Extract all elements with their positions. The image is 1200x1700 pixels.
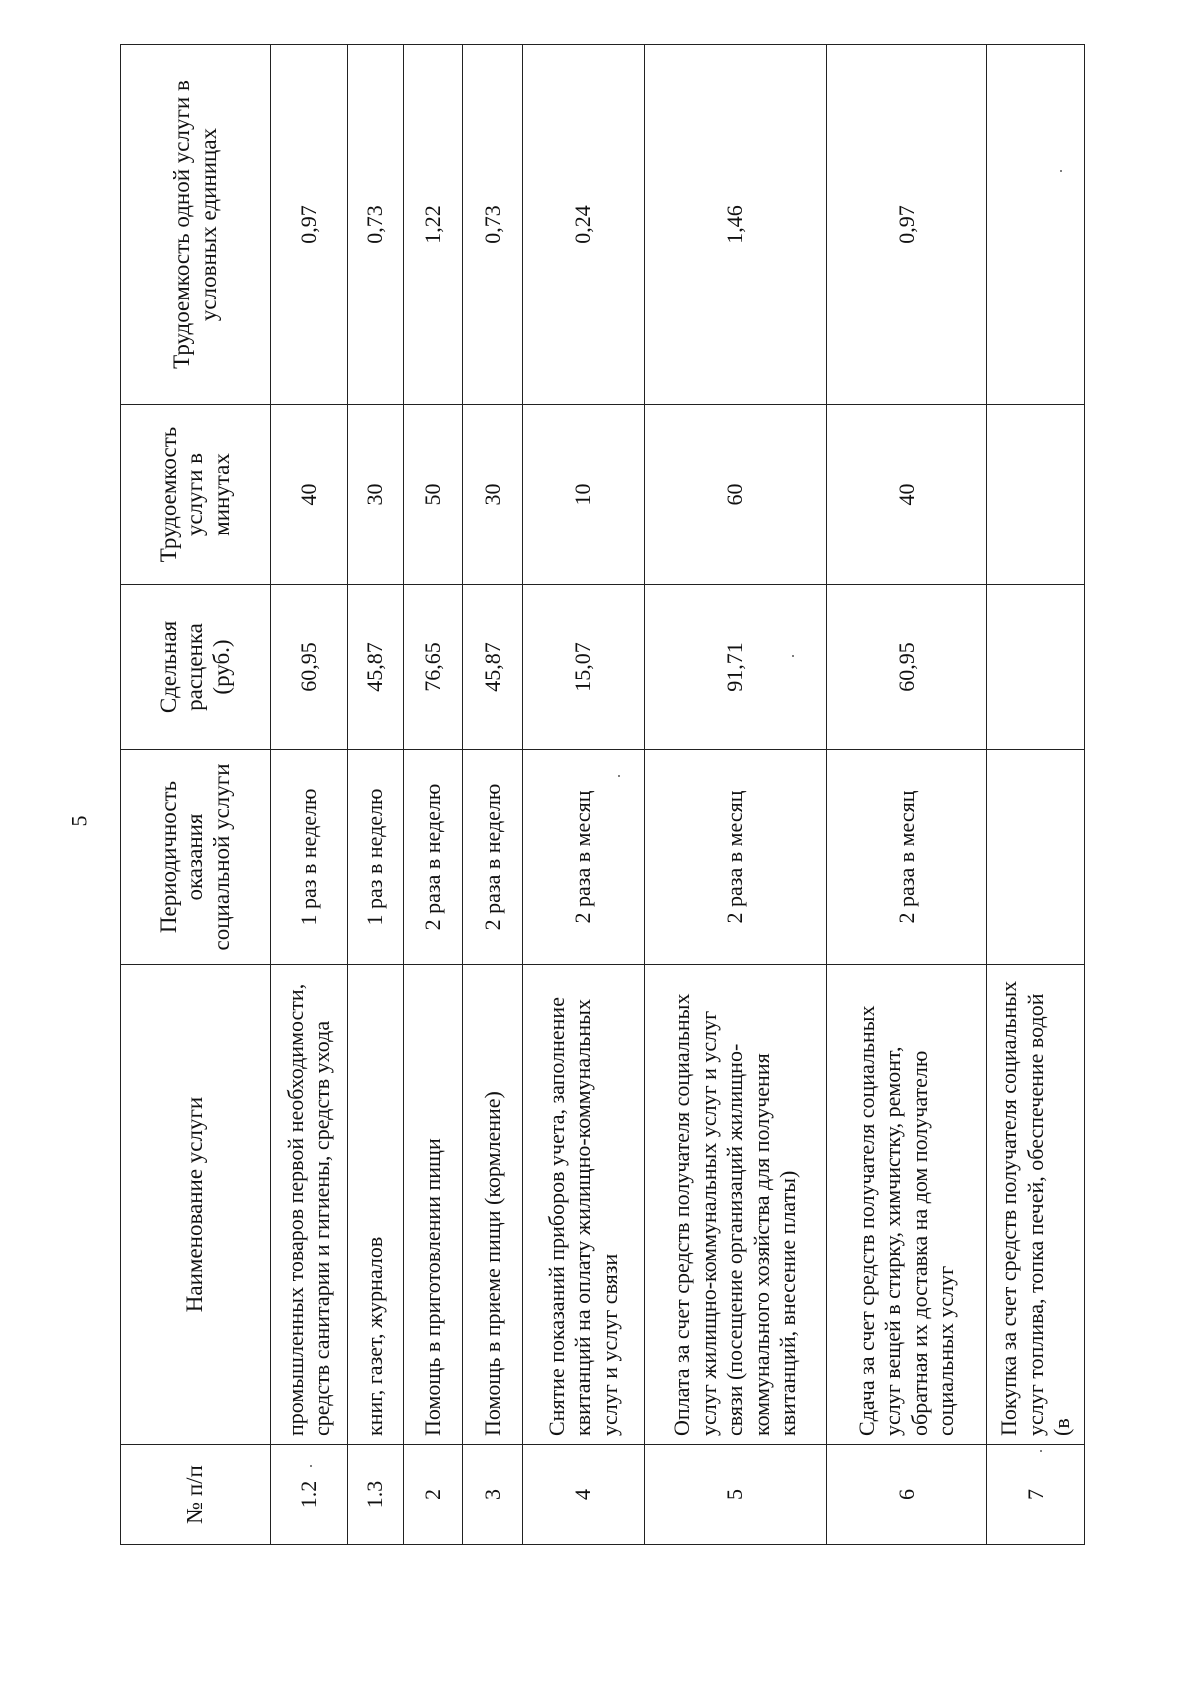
cell-num: 4 [523,1445,645,1545]
cell-name: Помощь в приеме пищи (кормление) [463,965,523,1445]
cell-units: 0,73 [463,45,523,405]
cell-period: 2 раза в месяц [644,750,826,965]
cell-units: 1,46 [644,45,826,405]
cell-minutes: 30 [463,405,523,585]
cell-rate: 60,95 [827,585,987,750]
cell-rate: 91,71 [644,585,826,750]
table-body [271,45,1085,1545]
table-row [403,45,463,1545]
scan-speck [1060,170,1062,172]
cell-period: 2 раза в месяц [827,750,987,965]
cell-period: 2 раза в неделю [403,750,463,965]
cell-period: 2 раза в неделю [463,750,523,965]
cell-minutes [987,405,1085,585]
cell-period: 1 раз в неделю [348,750,403,965]
cell-units: 0,97 [271,45,348,405]
cell-period: 2 раза в месяц [523,750,645,965]
cell-minutes: 10 [523,405,645,585]
cell-name: Помощь в приготовлении пищи [403,965,463,1445]
cell-name: Сдача за счет средств получателя социальных услуг вещей в стирку, химчистку, ремонт, обратная их доставка на дом получателю социальных услуг [827,965,987,1445]
cell-minutes: 60 [644,405,826,585]
cell-name: книг, газет, журналов [348,965,403,1445]
cell-rate: 45,87 [348,585,403,750]
header-row [121,45,271,1545]
header-name: Наименование услуги [121,965,271,1445]
header-units: Трудоемкость одной услуги в условных единицах [121,45,271,405]
table-row [463,45,523,1545]
scan-speck [792,655,794,657]
cell-units: 0,24 [523,45,645,405]
header-rate: Сдельная расценка (руб.) [121,585,271,750]
cell-rate: 60,95 [271,585,348,750]
cell-name: промышленных товаров первой необходимости, средств санитарии и гигиены, средств ухода [271,965,348,1445]
cell-rate: 15,07 [523,585,645,750]
cell-rate: 76,65 [403,585,463,750]
cell-rate: 45,87 [463,585,523,750]
cell-period: 1 раз в неделю [271,750,348,965]
cell-name: Покупка за счет средств получателя социальных услуг топлива, топка печей, обеспечение водой (в [987,965,1085,1445]
cell-name: Снятие показаний приборов учета, заполнение квитанций на оплату жилищно-коммунальных услуг и услуг связи [523,965,645,1445]
header-num: № п/п [121,1445,271,1545]
cell-rate [987,585,1085,750]
table-row [348,45,403,1545]
cell-name: Оплата за счет средств получателя социальных услуг жилищно-коммунальных услуг и услуг связи (посещение организаций жилищно-коммунального хозяйства для получения квитанций, внесение платы) [644,965,826,1445]
services-table-wrapper [120,45,1085,1545]
table-row [271,45,348,1545]
cell-minutes: 30 [348,405,403,585]
cell-num: 5 [644,1445,826,1545]
cell-units: 0,97 [827,45,987,405]
cell-num: 2 [403,1445,463,1545]
cell-units [987,45,1085,405]
cell-minutes: 40 [271,405,348,585]
cell-num: 3 [463,1445,523,1545]
cell-period [987,750,1085,965]
cell-units: 1,22 [403,45,463,405]
cell-num: 7 [987,1445,1085,1545]
header-minutes: Трудоемкость услуги в минутах [121,405,271,585]
cell-units: 0,73 [348,45,403,405]
scan-speck [1040,1450,1042,1452]
cell-num: 6 [827,1445,987,1545]
page-number: 5 [66,815,92,827]
table-row [644,45,826,1545]
table-row [827,45,987,1545]
scan-speck [310,1465,312,1467]
cell-minutes: 40 [827,405,987,585]
cell-num: 1.2 [271,1445,348,1545]
table-row [523,45,645,1545]
header-period: Периодичность оказания социальной услуги [121,750,271,965]
table-row [987,45,1085,1545]
cell-minutes: 50 [403,405,463,585]
scan-speck [618,775,620,777]
services-table [120,44,1085,1545]
cell-num: 1.3 [348,1445,403,1545]
